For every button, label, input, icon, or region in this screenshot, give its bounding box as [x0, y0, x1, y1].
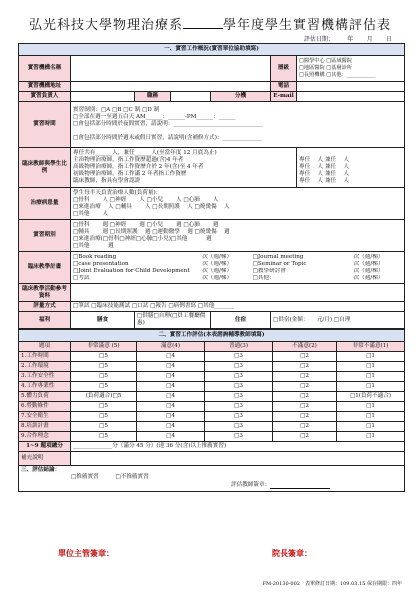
notes-field[interactable]	[71, 452, 405, 466]
rating-checkbox[interactable]: □4	[137, 422, 205, 432]
rating-checkbox[interactable]: □4	[137, 432, 205, 442]
conclusion-options[interactable]: □推薦實習 □不推薦實習	[71, 474, 149, 480]
rating-checkbox[interactable]: (負荷適合)□5	[71, 392, 137, 402]
rating-checkbox[interactable]: □2	[273, 412, 337, 422]
rating-checkbox[interactable]: □3	[205, 422, 273, 432]
eval-header: 普通(3)	[205, 342, 273, 352]
level-label: 層級	[271, 56, 297, 82]
rating-checkbox[interactable]: □2	[273, 382, 337, 392]
rating-checkbox[interactable]: □3	[205, 362, 273, 372]
form-title: 弘光科技大學物理治療系 學年度學生實習機構評估表	[28, 18, 392, 33]
housing-field[interactable]: □供宿(金額： 元/月) □自理	[271, 312, 405, 329]
table-row: 5.體力負荷 (負荷適合)□5 □4 □3 □2 □1(負荷不適合)	[19, 392, 405, 402]
welfare-label: 福利	[19, 312, 71, 329]
form-code: FM-20130-002 表單修訂日期：109.03.15 保存期限：四年	[262, 581, 402, 587]
evaluation-form	[18, 43, 404, 492]
unit-head-signature[interactable]: 單位主管簽章：	[58, 548, 114, 558]
org-address-label: 實習機構地址	[19, 82, 71, 92]
rotation-field[interactable]: □骨科 週 □神經 週 □小兒 週 □心肺 週 □輔具 週 □長期照護 週 □運動醫學 週 □燒燙傷 週 □來進治療(□骨科□神經□心肺□小兒)□其他 週 □其他 週	[71, 220, 405, 252]
rating-checkbox[interactable]: □5	[71, 432, 137, 442]
ext-label: 分機	[211, 92, 271, 102]
rating-checkbox[interactable]: □2	[273, 402, 337, 412]
section1-table	[18, 43, 405, 329]
org-address-field[interactable]	[71, 82, 271, 92]
table-row: 9.合作理念 □5 □4 □3 □2 □1	[19, 432, 405, 442]
org-name-field[interactable]	[71, 56, 271, 82]
rating-checkbox[interactable]: □2	[273, 392, 337, 402]
eval-header: 滿意(4)	[137, 342, 205, 352]
table-row: 3.工作安全性 □5 □4 □3 □2 □1	[19, 372, 405, 382]
rating-checkbox[interactable]: □4	[137, 362, 205, 372]
evaluation-date: 評估日期： 年 月 日	[303, 36, 392, 43]
total-score-field[interactable]: ______________分（滿分 45 分）(達 36 分(含)以上推薦實習)	[71, 442, 405, 452]
eval-header: 不滿意(2)	[273, 342, 337, 352]
supervisor-label: 實習負責人	[19, 92, 71, 102]
rating-checkbox[interactable]: □5	[71, 382, 137, 392]
rating-checkbox[interactable]: □1	[337, 402, 405, 412]
total-score-label: 1~9 題項總分	[19, 442, 71, 452]
teaching-plan-grid: □Book reading 次（週/梯） □Journal meeting 次（週/梯） □case presentation 次（週/梯） □Seminar or Topic 次（週/梯） □Joint Evaluation for Child Development 次（週/梯） □教學研討會 次（週/梯） □考試 次（週/梯） □其他： 次（週/梯）	[73, 253, 384, 281]
rating-checkbox[interactable]: □1	[337, 382, 405, 392]
rating-checkbox[interactable]: □1	[337, 412, 405, 422]
level-options[interactable]: □醫學中心 □區域醫院 □地區醫院 □基層診所 □長照機構 □其他：___________	[297, 56, 405, 82]
rating-checkbox[interactable]: □2	[273, 352, 337, 362]
job-title-field[interactable]	[171, 92, 211, 102]
rating-checkbox[interactable]: □2	[273, 422, 337, 432]
eval-header: 非常不滿意(1)	[337, 342, 405, 352]
assessment-label: 評量方式	[19, 302, 71, 312]
rating-checkbox[interactable]: □4	[137, 372, 205, 382]
patients-label: 治療病患量	[19, 188, 71, 220]
teaching-plan-field[interactable]	[71, 252, 405, 284]
rating-checkbox[interactable]: □2	[273, 432, 337, 442]
notes-label: 補充說明	[19, 452, 71, 466]
academic-year-blank[interactable]	[183, 17, 223, 29]
eval-header: 題項	[19, 342, 71, 352]
rating-checkbox[interactable]: □5	[71, 362, 137, 372]
meals-label: 膳食	[71, 312, 135, 329]
meals-field[interactable]: □供膳□自理(□員工餐廳價惠)	[135, 312, 211, 329]
assessment-field[interactable]: □筆試 □臨床技能測試 □口試 □報告 □病例書寫 □其他_______	[71, 302, 405, 312]
housing-label: 住宿	[211, 312, 271, 329]
section2-table	[18, 329, 405, 492]
table-row: 8.培訓計畫 □5 □4 □3 □2 □1	[19, 422, 405, 432]
table-row: 2.工作環境 □5 □4 □3 □2 □1	[19, 362, 405, 372]
email-label: E-mail	[271, 92, 297, 102]
phone-label: 電話	[271, 82, 297, 92]
rating-checkbox[interactable]: □4	[137, 382, 205, 392]
rating-checkbox[interactable]: □4	[137, 412, 205, 422]
dean-signature[interactable]: 院長簽章：	[272, 548, 312, 558]
rating-checkbox[interactable]: □5	[71, 402, 137, 412]
job-title-label: 職稱	[135, 92, 171, 102]
rating-checkbox[interactable]: □1(負荷不適合)	[337, 392, 405, 402]
hours-label: 實習時間	[19, 102, 71, 148]
rating-checkbox[interactable]: □4	[137, 392, 205, 402]
supervisor-field[interactable]	[71, 92, 135, 102]
eval-header: 非常滿意 (5)	[71, 342, 137, 352]
rating-checkbox[interactable]: □2	[273, 362, 337, 372]
section2-title: 二、實習工作評估(本表諮詢輔導教師填寫)	[19, 330, 405, 342]
table-row: 1.工作時間 □5 □4 □3 □2 □1	[19, 352, 405, 362]
rating-checkbox[interactable]: □3	[205, 352, 273, 362]
rating-checkbox[interactable]: □3	[205, 382, 273, 392]
rating-checkbox[interactable]: □1	[337, 352, 405, 362]
phone-field[interactable]	[297, 82, 405, 92]
ratio-label: 臨床教師與學生比例	[19, 148, 71, 188]
section1-title: 一、實習工作概況(實習單位協助填寫)	[19, 44, 405, 56]
hours-field[interactable]: 實習制別：□A □B □C 制 □D 制 □全部在週一至週五白天 AM______：______-PM______：______ □會包括部分時間於夜間實習，請說明：________________________________ □會包括部分時間於週末或假日實習，請說明(含補修方式)：______________	[71, 102, 405, 148]
rotation-label: 實習期別	[19, 220, 71, 252]
rating-checkbox[interactable]: □3	[205, 372, 273, 382]
rating-checkbox[interactable]: □3	[205, 412, 273, 422]
rating-checkbox[interactable]: □3	[205, 402, 273, 412]
rating-checkbox[interactable]: □5	[71, 352, 137, 362]
table-row: 7.安全衛生 □5 □4 □3 □2 □1	[19, 412, 405, 422]
activities-field[interactable]	[71, 284, 405, 302]
conclusion-box	[19, 466, 405, 492]
rating-checkbox[interactable]: □5	[71, 422, 137, 432]
activities-label: 臨床教學活動參考資料	[19, 284, 71, 302]
email-field[interactable]	[297, 92, 405, 102]
ratio-counts[interactable]: 專任 人 兼任 人 專任 人 兼任 人 專任 人 兼任 人 專任 人 兼任 人	[297, 148, 405, 188]
rating-checkbox[interactable]: □2	[273, 372, 337, 382]
rating-checkbox[interactable]: □4	[137, 402, 205, 412]
signature-line	[270, 481, 330, 489]
ratio-field[interactable]: 專任共有______人，兼任______人(至當年度 12 月底為止) 主治物理治療師，指工作資歷超過(含)4 年者 高級物理治療師，指工作資歷介於 2 年(含)至 4 年者 初級物理治療師，指工作滿 2 年者指工作資歷 臨床教師，指具有學會認證	[71, 148, 297, 188]
org-name-label: 實習機構名稱	[19, 56, 71, 82]
conclusion-title: 三、評估結論：	[21, 467, 61, 473]
eval-header-row	[19, 342, 405, 352]
rating-checkbox[interactable]: □3	[205, 392, 273, 402]
rating-checkbox[interactable]: □3	[205, 432, 273, 442]
evaluator-signature[interactable]: 評估教師簽章：	[21, 481, 402, 489]
rating-checkbox[interactable]: □1	[337, 372, 405, 382]
table-row: 6.勞動條件 □5 □4 □3 □2 □1	[19, 402, 405, 412]
rating-checkbox[interactable]: □1	[337, 432, 405, 442]
rating-checkbox[interactable]: □5	[71, 372, 137, 382]
rating-checkbox[interactable]: □5	[71, 412, 137, 422]
rating-checkbox[interactable]: □4	[137, 352, 205, 362]
rating-checkbox[interactable]: □1	[337, 362, 405, 372]
rating-checkbox[interactable]: □1	[337, 422, 405, 432]
teaching-plan-label: 臨床教學計畫	[19, 252, 71, 284]
patients-field[interactable]: 學生每半天負責治療人數(負荷量)： □骨科 人 □神經 人 □小兒 人 □心肺 人 □來進治療 人 □輔具 人 □長期照護 人 □燒燙傷 人 □其他 人	[71, 188, 405, 220]
table-row: 4.工作專業性 □5 □4 □3 □2 □1	[19, 382, 405, 392]
